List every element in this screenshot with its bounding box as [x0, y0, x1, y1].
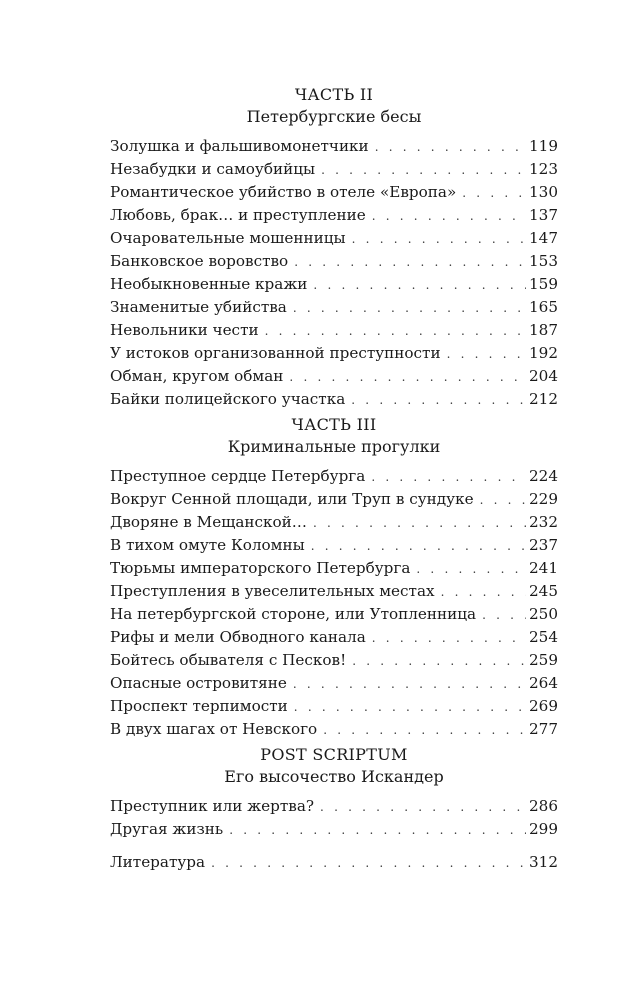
toc-entry-title: У истоков организованной преступности: [110, 344, 441, 362]
toc-entry-literature[interactable]: [110, 851, 558, 874]
toc-entry-title: Романтическое убийство в отеле «Европа»: [110, 183, 457, 201]
toc-entry-page: 312: [529, 853, 558, 871]
toc-entry-page: 123: [529, 160, 558, 178]
toc-entry-title: Другая жизнь: [110, 820, 224, 838]
dot-leader: [351, 389, 526, 412]
dot-leader: [293, 673, 526, 696]
toc-entry-title: Любовь, брак… и преступление: [110, 206, 366, 224]
toc-entry-title: Банковское воровство: [110, 252, 289, 270]
toc-entry[interactable]: [110, 388, 558, 411]
part-title: POST SCRIPTUM: [260, 745, 408, 764]
part-3-section: [110, 414, 558, 741]
dot-leader: [372, 627, 526, 650]
toc-entry[interactable]: [110, 296, 558, 319]
toc-entry-page: 277: [529, 720, 558, 738]
dot-leader: [480, 489, 526, 512]
toc-entry-page: 299: [529, 820, 558, 838]
toc-entry[interactable]: [110, 649, 558, 672]
dot-leader: [372, 205, 526, 228]
toc-entry-title: Рифы и мели Обводного канала: [110, 628, 366, 646]
dot-leader: [352, 650, 526, 673]
toc-entry-page: 245: [529, 582, 558, 600]
toc-entry[interactable]: [110, 718, 558, 741]
toc-entry-title: Тюрьмы императорского Петербурга: [110, 559, 411, 577]
dot-leader: [293, 297, 526, 320]
toc-entry-title: Знаменитые убийства: [110, 298, 287, 316]
toc-entry-page: 232: [529, 513, 558, 531]
dot-leader: [320, 796, 526, 819]
toc-entry-title: Необыкновенные кражи: [110, 275, 308, 293]
toc-entry[interactable]: [110, 365, 558, 388]
toc-entry-page: 204: [529, 367, 558, 385]
part-2-section: [110, 84, 558, 411]
toc-entry[interactable]: [110, 795, 558, 818]
toc-entry-page: 159: [529, 275, 558, 293]
toc-list: [110, 465, 558, 741]
toc-list: [110, 795, 558, 841]
toc-entry[interactable]: [110, 695, 558, 718]
toc-entry[interactable]: [110, 818, 558, 841]
toc-entry[interactable]: [110, 204, 558, 227]
part-subtitle: Петербургские бесы: [246, 107, 422, 126]
dot-leader: [313, 274, 526, 297]
toc-entry-page: 250: [529, 605, 558, 623]
dot-leader: [289, 366, 526, 389]
part-title: ЧАСТЬ II: [294, 85, 374, 104]
toc-entry-page: 137: [529, 206, 558, 224]
toc-list: [110, 135, 558, 411]
toc-entry[interactable]: [110, 557, 558, 580]
toc-entry-title: В двух шагах от Невского: [110, 720, 318, 738]
toc-entry-title: В тихом омуте Коломны: [110, 536, 305, 554]
toc-entry[interactable]: [110, 534, 558, 557]
toc-entry-page: 229: [529, 490, 558, 508]
toc-entry-title: Невольники чести: [110, 321, 259, 339]
toc-entry[interactable]: [110, 319, 558, 342]
dot-leader: [294, 251, 526, 274]
toc-entry-title: Бойтесь обывателя с Песков!: [110, 651, 347, 669]
toc-entry[interactable]: [110, 511, 558, 534]
toc-entry-page: 241: [529, 559, 558, 577]
toc-entry-page: 237: [529, 536, 558, 554]
toc-entry[interactable]: [110, 488, 558, 511]
toc-entry-title: На петербургской стороне, или Утопленница: [110, 605, 477, 623]
dot-leader: [371, 466, 526, 489]
toc-entry-page: 269: [529, 697, 558, 715]
toc-entry-page: 192: [529, 344, 558, 362]
toc-entry-page: 264: [529, 674, 558, 692]
toc-entry-page: 165: [529, 298, 558, 316]
toc-entry-title: Обман, кругом обман: [110, 367, 284, 385]
toc-entry-page: 187: [529, 321, 558, 339]
toc-entry-title: Вокруг Сенной площади, или Труп в сундуке: [110, 490, 474, 508]
dot-leader: [416, 558, 526, 581]
dot-leader: [321, 159, 526, 182]
toc-entry-title: Литература: [110, 853, 206, 871]
toc-entry-page: 119: [529, 137, 558, 155]
toc-entry[interactable]: [110, 603, 558, 626]
toc-entry[interactable]: [110, 580, 558, 603]
toc-entry-page: 259: [529, 651, 558, 669]
toc-entry-title: Проспект терпимости: [110, 697, 288, 715]
part-title: ЧАСТЬ III: [291, 415, 377, 434]
toc-entry[interactable]: [110, 227, 558, 250]
toc-entry-title: Преступник или жертва?: [110, 797, 315, 815]
part-subtitle: Криминальные прогулки: [227, 437, 441, 456]
dot-leader: [462, 182, 526, 205]
toc-entry[interactable]: [110, 158, 558, 181]
toc-entry[interactable]: [110, 135, 558, 158]
toc-entry[interactable]: [110, 273, 558, 296]
toc-entry-title: Преступления в увеселительных местах: [110, 582, 435, 600]
toc-entry-title: Очаровательные мошенницы: [110, 229, 346, 247]
toc-entry[interactable]: [110, 626, 558, 649]
toc-entry[interactable]: [110, 342, 558, 365]
dot-leader: [265, 320, 526, 343]
part-subtitle: Его высочество Искандер: [224, 767, 444, 786]
dot-leader: [229, 819, 526, 842]
dot-leader: [294, 696, 526, 719]
toc-entry-title: Незабудки и самоубийцы: [110, 160, 316, 178]
toc-entry-page: 212: [529, 390, 558, 408]
post-scriptum-section: [110, 744, 558, 874]
toc-entry-title: Преступное сердце Петербурга: [110, 467, 366, 485]
toc-list-extra: [110, 851, 558, 874]
dot-leader: [323, 719, 526, 742]
toc-entry[interactable]: [110, 672, 558, 695]
toc-entry-title: Золушка и фальшивомонетчики: [110, 137, 369, 155]
toc-entry[interactable]: [110, 250, 558, 273]
toc-entry-page: 130: [529, 183, 558, 201]
dot-leader: [313, 512, 526, 535]
dot-leader: [482, 604, 526, 627]
toc-entry-title: Дворяне в Мещанской…: [110, 513, 307, 531]
dot-leader: [211, 852, 526, 875]
toc-entry-page: 254: [529, 628, 558, 646]
dot-leader: [375, 136, 526, 159]
toc-entry-page: 286: [529, 797, 558, 815]
toc-entry-page: 147: [529, 229, 558, 247]
dot-leader: [441, 581, 526, 604]
toc-entry-title: Байки полицейского участка: [110, 390, 346, 408]
dot-leader: [352, 228, 526, 251]
toc-entry-page: 153: [529, 252, 558, 270]
toc-entry[interactable]: [110, 465, 558, 488]
toc-entry[interactable]: [110, 181, 558, 204]
dot-leader: [311, 535, 526, 558]
toc-entry-title: Опасные островитяне: [110, 674, 287, 692]
toc-entry-page: 224: [529, 467, 558, 485]
dot-leader: [447, 343, 526, 366]
